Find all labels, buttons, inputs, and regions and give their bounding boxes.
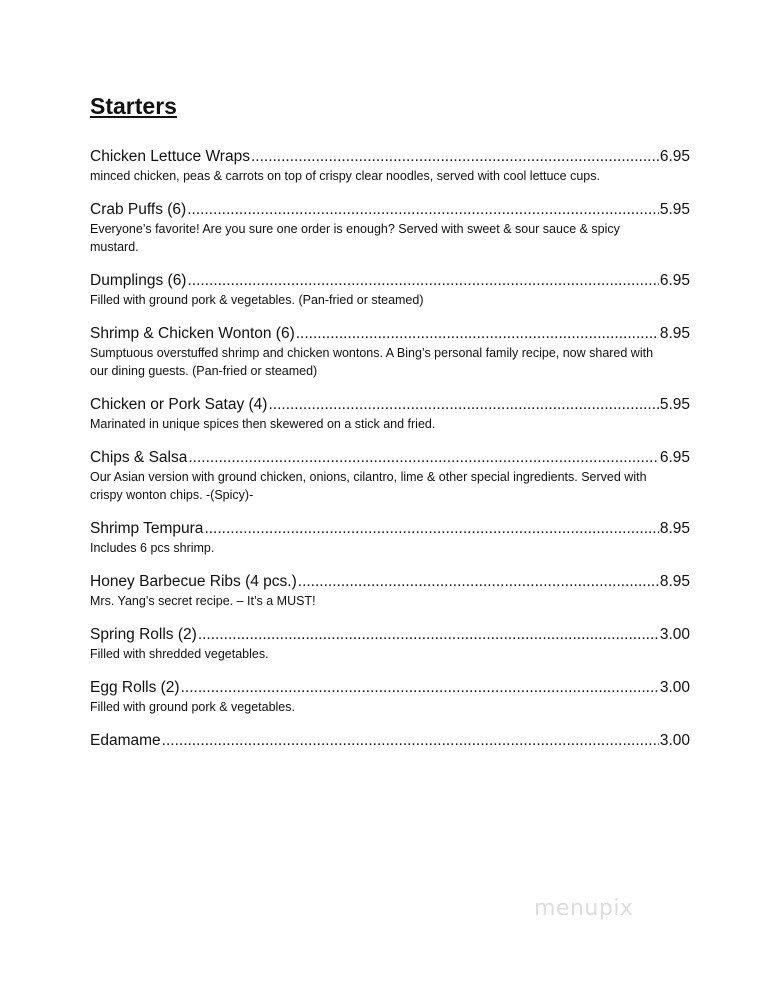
menu-item-line bbox=[90, 448, 690, 468]
dot-leader bbox=[298, 572, 659, 592]
menu-item bbox=[90, 271, 690, 309]
menu-item-price: 8.95 bbox=[659, 573, 690, 590]
menu-item-description: Filled with shredded vegetables. bbox=[90, 647, 269, 661]
menu-item-price: 6.95 bbox=[659, 272, 690, 289]
menu-item-name: Chicken or Pork Satay (4) bbox=[90, 396, 268, 413]
menu-item-price: 6.95 bbox=[659, 148, 690, 165]
menu-item-description: Everyone’s favorite! Are you sure one order is enough? Served with sweet & sour sauce & spicy mustard. bbox=[90, 222, 620, 254]
menu-item-description: Filled with ground pork & vegetables. bbox=[90, 700, 295, 714]
dot-leader bbox=[187, 200, 659, 220]
menupix-watermark-logo: menupix bbox=[534, 896, 634, 921]
menu-item-name: Dumplings (6) bbox=[90, 272, 187, 289]
menu-item bbox=[90, 200, 690, 256]
menu-item-line bbox=[90, 324, 690, 344]
menu-item-line bbox=[90, 625, 690, 645]
menu-item-name: Shrimp Tempura bbox=[90, 520, 204, 537]
menu-item bbox=[90, 147, 690, 185]
menu-item-price: 8.95 bbox=[659, 520, 690, 537]
menu-item-name: Edamame bbox=[90, 732, 161, 749]
menu-item bbox=[90, 678, 690, 716]
dot-leader bbox=[251, 147, 659, 167]
menu-item-description: Includes 6 pcs shrimp. bbox=[90, 541, 215, 555]
dot-leader bbox=[198, 625, 659, 645]
menu-item-line bbox=[90, 200, 690, 220]
menu-item-description: Marinated in unique spices then skewered on a stick and fried. bbox=[90, 417, 436, 431]
menu-item-price: 3.00 bbox=[659, 626, 690, 643]
menu-item-line bbox=[90, 731, 690, 751]
dot-leader bbox=[187, 271, 658, 291]
dot-leader bbox=[188, 448, 658, 468]
menu-item-name: Honey Barbecue Ribs (4 pcs.) bbox=[90, 573, 297, 590]
menu-item-price: 3.00 bbox=[659, 679, 690, 696]
menu-item-price: 5.95 bbox=[659, 396, 690, 413]
menu-item-price: 5.95 bbox=[659, 201, 690, 218]
menu-item-line bbox=[90, 271, 690, 291]
menu-item bbox=[90, 448, 690, 504]
menu-item-name: Egg Rolls (2) bbox=[90, 679, 180, 696]
menu-item bbox=[90, 731, 690, 751]
menu-item-name: Chicken Lettuce Wraps bbox=[90, 148, 250, 165]
menu-item bbox=[90, 519, 690, 557]
dot-leader bbox=[181, 678, 659, 698]
menu-item-name: Spring Rolls (2) bbox=[90, 626, 197, 643]
menu-item-name: Crab Puffs (6) bbox=[90, 201, 187, 218]
section-title: Starters bbox=[90, 93, 177, 119]
menu-item-price: 8.95 bbox=[659, 325, 690, 342]
menu-item-line bbox=[90, 519, 690, 539]
menu-item-price: 3.00 bbox=[659, 732, 690, 749]
menu-item-name: Shrimp & Chicken Wonton (6) bbox=[90, 325, 295, 342]
menu-item-name: Chips & Salsa bbox=[90, 449, 188, 466]
menu-item bbox=[90, 625, 690, 663]
menu-item-line bbox=[90, 678, 690, 698]
menu-item-line bbox=[90, 147, 690, 167]
menu-item bbox=[90, 395, 690, 433]
menu-page bbox=[90, 88, 690, 766]
menu-item-description: minced chicken, peas & carrots on top of crispy clear noodles, served with cool lettuce cups. bbox=[90, 169, 600, 183]
menu-item-description: Filled with ground pork & vegetables. (Pan-fried or steamed) bbox=[90, 293, 424, 307]
menu-item-list bbox=[90, 147, 690, 751]
menu-item bbox=[90, 324, 690, 380]
menu-item-price: 6.95 bbox=[659, 449, 690, 466]
menu-item-line bbox=[90, 395, 690, 415]
dot-leader bbox=[268, 395, 658, 415]
menu-item-description: Sumptuous overstuffed shrimp and chicken wontons. A Bing’s personal family recipe, now shared with our dining guests. (Pan-fried or steamed) bbox=[90, 346, 654, 378]
menu-item-description: Mrs. Yang’s secret recipe. – It’s a MUST! bbox=[90, 594, 316, 608]
menu-item-line bbox=[90, 572, 690, 592]
dot-leader bbox=[162, 731, 659, 751]
menu-item-description: Our Asian version with ground chicken, onions, cilantro, lime & other special ingredients. Served with crispy wonton chips. -(Spicy)- bbox=[90, 470, 647, 502]
menu-item bbox=[90, 572, 690, 610]
dot-leader bbox=[296, 324, 659, 344]
dot-leader bbox=[204, 519, 658, 539]
